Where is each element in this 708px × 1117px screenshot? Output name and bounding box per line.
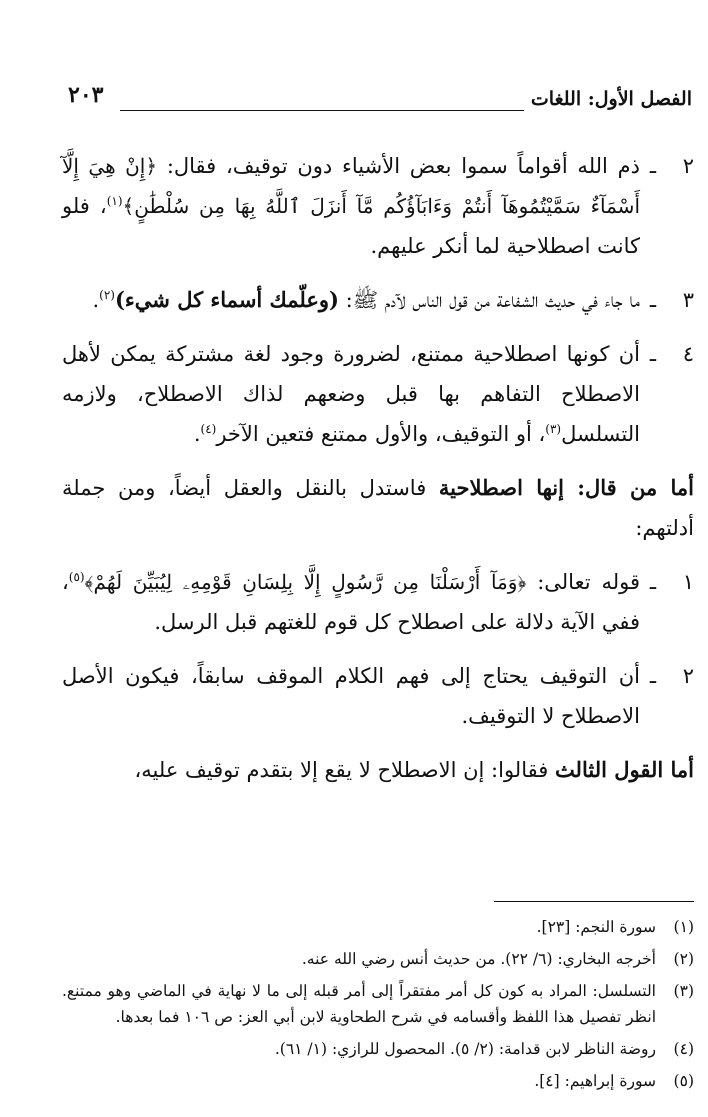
header-rule — [120, 110, 524, 111]
text-run: . — [92, 288, 100, 312]
text-run: فقالوا: إن الاصطلاح لا يقع إلا بتقدم توقيف عليه، — [134, 758, 555, 782]
footnote-number: (٤) — [673, 1040, 694, 1058]
list-item — [62, 562, 694, 642]
chapter-title: الفصل الأول: اللغات — [530, 88, 692, 110]
footnote-ref: (٥) — [68, 570, 85, 584]
paragraph — [62, 468, 694, 548]
quran-verse: ﴿إِنْ هِيَ إِلَّآ أَسْمَآءٌ سَمَّيْتُمُوهَآ أَنتُمْ وَءَابَآؤُكُم مَّآ أَنزَلَ ٱللَّهُ بِهَا مِن سُلْطَٰنٍ﴾ — [62, 154, 640, 218]
page-number: ٢٠٣ — [68, 82, 104, 108]
footnote-text: سورة إبراهيم: [٤]. — [534, 1072, 656, 1090]
list-item — [62, 334, 694, 454]
text-run: ، أو التوقيف، والأول ممتنع فتعين الآخر — [216, 422, 546, 446]
item-text — [62, 334, 640, 454]
list-item — [62, 656, 694, 736]
item-dash: ـ — [649, 288, 657, 312]
bold-lead: أما القول الثالث — [554, 757, 694, 782]
item-number: ١ — [682, 570, 694, 594]
text-run: قوله تعالى: — [526, 570, 641, 594]
footnote-number: (٢) — [673, 950, 694, 968]
item-dash: ـ — [649, 154, 657, 178]
footnote-number: (٣) — [673, 982, 694, 1000]
item-dash: ـ — [649, 664, 657, 688]
quran-verse: ﴿وَمَآ أَرْسَلْنَا مِن رَّسُولٍ إِلَّا بِلِسَانِ قَوْمِهِۦ لِيُبَيِّنَ لَهُمْ﴾ — [84, 570, 527, 594]
footnote — [62, 946, 694, 972]
footnote-ref: (١) — [106, 194, 123, 208]
book-page — [62, 80, 694, 1090]
running-header — [62, 80, 694, 114]
footnote — [62, 914, 694, 940]
text-run: فاستدل بالنقل والعقل أيضاً، ومن جملة أدلتهم: — [62, 476, 694, 540]
footnote-text: روضة الناظر لابن قدامة: (٢/ ٥). المحصول للرازي: (١/ ٦١). — [274, 1040, 656, 1058]
item-number: ٤ — [682, 342, 694, 366]
list-item — [62, 146, 694, 266]
text-run: أن كونها اصطلاحية ممتنع، لضرورة وجود لغة مشتركة يمكن لأهل الاصطلاح التفاهم بها قبل وضعهم لذاك الاصطلاح، ولازمه التسلسل — [62, 342, 640, 446]
item-number: ٢ — [682, 154, 694, 178]
text-run: . — [193, 422, 201, 446]
footnote-text: سورة النجم: [٢٣]. — [536, 918, 656, 936]
footnote-ref: (٢) — [99, 288, 115, 302]
text-run: ، ففي الآية دلالة على اصطلاح كل قوم للغتهم قبل الرسل. — [62, 570, 640, 634]
footnote-number: (١) — [673, 918, 694, 936]
item-number: ٢ — [682, 664, 694, 688]
item-text — [62, 146, 640, 266]
footnotes — [62, 914, 694, 1100]
item-number: ٣ — [682, 288, 694, 312]
text-run: ما جاء في حديث الشفاعة من قول الناس لآدم ﷺ: — [338, 288, 640, 312]
text-run: ، فلو كانت اصطلاحية لما أنكر عليهم. — [62, 194, 640, 258]
item-text: أن التوقيف يحتاج إلى فهم الكلام الموقف سابقاً، فيكون الأصل الاصطلاح لا التوقيف. — [62, 664, 640, 728]
footnote — [62, 1036, 694, 1062]
item-text — [62, 562, 640, 642]
hadith-quote: (وعلّمك أسماء كل شيء) — [114, 287, 339, 312]
footnote-text: أخرجه البخاري: (٦/ ٢٢). من حديث أنس رضي الله عنه. — [301, 950, 656, 968]
item-dash: ـ — [649, 570, 657, 594]
footnote-ref: (٤) — [200, 422, 217, 436]
text-run: ذم الله أقواماً سموا بعض الأشياء دون توقيف، فقال: — [157, 154, 640, 178]
footnote-ref: (٣) — [545, 422, 562, 436]
footnote — [62, 1068, 694, 1094]
footnote-number: (٥) — [673, 1072, 694, 1090]
bold-lead: أما من قال: إنها اصطلاحية — [438, 475, 694, 500]
list-item — [62, 280, 694, 320]
item-text — [62, 280, 640, 320]
item-dash: ـ — [649, 342, 657, 366]
main-text — [62, 146, 694, 790]
footnote-text: التسلسل: المراد به كون كل أمر مفتقراً إلى أمر قبله إلى ما لا نهاية في الماضي وهو ممتنع. انظر تفصيل هذا اللفظ وأقسامه في شرح الطحاوية لابن أبي العز: ص ١٠٦ فما بعدها. — [62, 982, 656, 1026]
footnote — [62, 978, 694, 1030]
footnote-separator — [494, 901, 694, 902]
paragraph — [62, 750, 694, 790]
